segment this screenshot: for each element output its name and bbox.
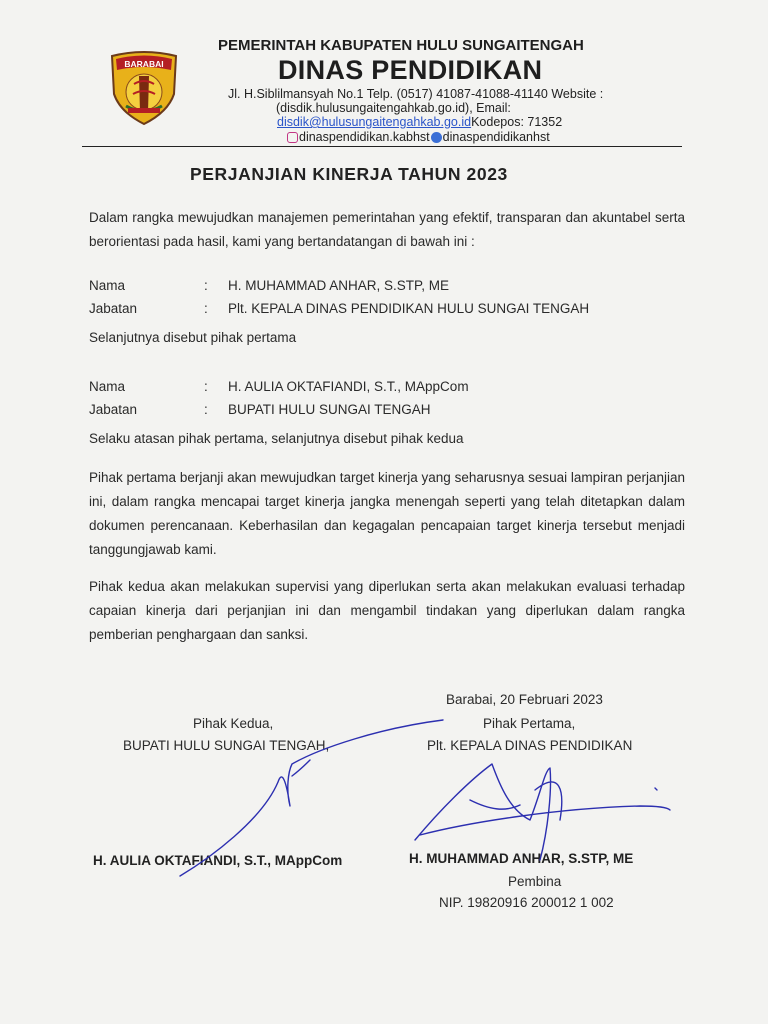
supervision-paragraph: Pihak kedua akan melakukan supervisi yang diperlukan serta akan melakukan evaluasi terhadap capaian kinerja dari perjanjian ini dan mengambil tindakan yang diperlukan dalam rangka pemberian penghargaan dan sanksi. [89,579,685,642]
place-date: Barabai, 20 Februari 2023 [446,692,603,707]
intro-paragraph: Dalam rangka mewujudkan manajemen pemerintahan yang efektif, transparan dan akuntabel serta berorientasi pada hasil, kami yang bertandatangan di bawah ini : [89,210,685,249]
party1-name-colon: : [204,278,208,293]
regency-crest-logo [108,50,180,126]
svg-text:BARABAI: BARABAI [124,59,164,69]
government-name: PEMERINTAH KABUPATEN HULU SUNGAITENGAH [218,37,584,54]
party1-name-value: H. MUHAMMAD ANHAR, S.STP, ME [228,278,450,293]
email-line [277,115,562,129]
party2-position-label: Jabatan [89,402,138,417]
social-line [287,130,550,144]
party1-position-value: Plt. KEPALA DINAS PENDIDIKAN HULU SUNGAI TENGAH [228,301,590,316]
address-line-2: (disdik.hulusungaitengahkab.go.id), Email: [276,101,511,115]
address-line-1: Jl. H.Siblilmansyah No.1 Telp. (0517) 41087-41088-41140 Website : [228,87,604,101]
party1-note: Selanjutnya disebut pihak pertama [89,330,297,345]
second-party-title: BUPATI HULU SUNGAI TENGAH, [123,738,330,753]
party2-name-label: Nama [89,379,126,394]
party1-position-label: Jabatan [89,301,138,316]
instagram-handle: dinaspendidikan.kabhst [299,130,430,144]
first-party-role: Pihak Pertama, [483,716,576,731]
first-party-name: H. MUHAMMAD ANHAR, S.STP, ME [409,851,634,866]
first-party-rank: Pembina [508,874,562,889]
email-link[interactable]: disdik@hulusungaitengahkab.go.id [277,115,472,129]
document-title: PERJANJIAN KINERJA TAHUN 2023 [190,164,508,184]
first-party-signature [415,764,670,860]
first-party-title: Plt. KEPALA DINAS PENDIDIKAN [427,738,633,753]
party2-name-colon: : [204,379,208,394]
party1-position-colon: : [204,301,208,316]
second-party-name: H. AULIA OKTAFIANDI, S.T., MAppCom [93,853,343,868]
agency-name: DINAS PENDIDIKAN [278,55,543,85]
party2-note: Selaku atasan pihak pertama, selanjutnya disebut pihak kedua [89,431,464,446]
instagram-icon [287,132,298,143]
facebook-icon [431,132,442,143]
letterhead-divider [82,146,682,147]
postal-code: Kodepos: 71352 [471,115,563,129]
party2-position-colon: : [204,402,208,417]
party2-name-value: H. AULIA OKTAFIANDI, S.T., MAppCom [228,379,469,394]
second-party-role: Pihak Kedua, [193,716,274,731]
first-party-nip: NIP. 19820916 200012 1 002 [439,895,614,910]
party1-name-label: Nama [89,278,126,293]
commitment-paragraph: Pihak pertama berjanji akan mewujudkan target kinerja yang seharusnya sesuai lampiran perjanjian ini, dalam rangka mencapai target kinerja jangka menengah seperti yang telah ditetapkan dalam dokumen perencanaan. Keberhasilan dan kegagalan pencapaian target kinerja tersebut menjadi tanggungjawab kami. [89,470,685,557]
facebook-handle: dinaspendidikanhst [442,130,550,144]
party2-position-value: BUPATI HULU SUNGAI TENGAH [228,402,431,417]
